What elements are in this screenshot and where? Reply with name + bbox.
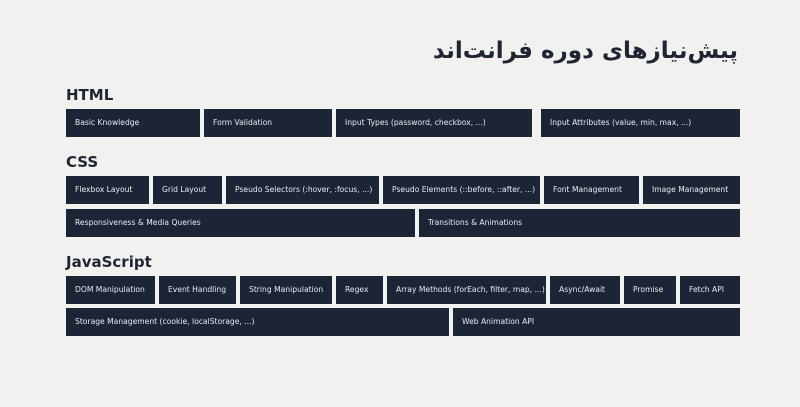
topic-chip: Async/Await: [550, 276, 620, 304]
css-row-2: [66, 209, 740, 237]
topic-chip: Font Management: [544, 176, 639, 204]
topic-chip: Event Handling: [159, 276, 236, 304]
topic-chip: Promise: [624, 276, 676, 304]
topic-chip: Grid Layout: [153, 176, 222, 204]
topic-chip: Pseudo Elements (::before, ::after, ...): [383, 176, 540, 204]
topic-chip: Flexbox Layout: [66, 176, 149, 204]
topic-chip: Form Validation: [204, 109, 332, 137]
topic-chip: Basic Knowledge: [66, 109, 200, 137]
topic-chip: Storage Management (cookie, localStorage, ...): [66, 308, 449, 336]
topic-chip: Input Attributes (value, min, max, ...): [541, 109, 740, 137]
topic-chip: Transitions & Animations: [419, 209, 740, 237]
topic-chip: String Manipulation: [240, 276, 332, 304]
topic-chip: Input Types (password, checkbox, ...): [336, 109, 532, 137]
page-title: پیش‌نیازهای دوره فرانت‌اند: [432, 38, 738, 64]
section-title-css: CSS: [66, 153, 99, 171]
topic-chip: Image Management: [643, 176, 740, 204]
topic-chip: Regex: [336, 276, 383, 304]
section-title-html: HTML: [66, 86, 114, 104]
topic-chip: Web Animation API: [453, 308, 740, 336]
topic-chip: Responsiveness & Media Queries: [66, 209, 415, 237]
html-row-1: [66, 109, 740, 137]
javascript-row-1: [66, 276, 740, 304]
javascript-row-2: [66, 308, 740, 336]
topic-chip: Fetch API: [680, 276, 740, 304]
topic-chip: Pseudo Selectors (:hover, :focus, ...): [226, 176, 379, 204]
topic-chip: DOM Manipulation: [66, 276, 155, 304]
section-title-javascript: JavaScript: [66, 253, 152, 271]
css-row-1: [66, 176, 740, 204]
topic-chip: Array Methods (forEach, filter, map, ...): [387, 276, 546, 304]
